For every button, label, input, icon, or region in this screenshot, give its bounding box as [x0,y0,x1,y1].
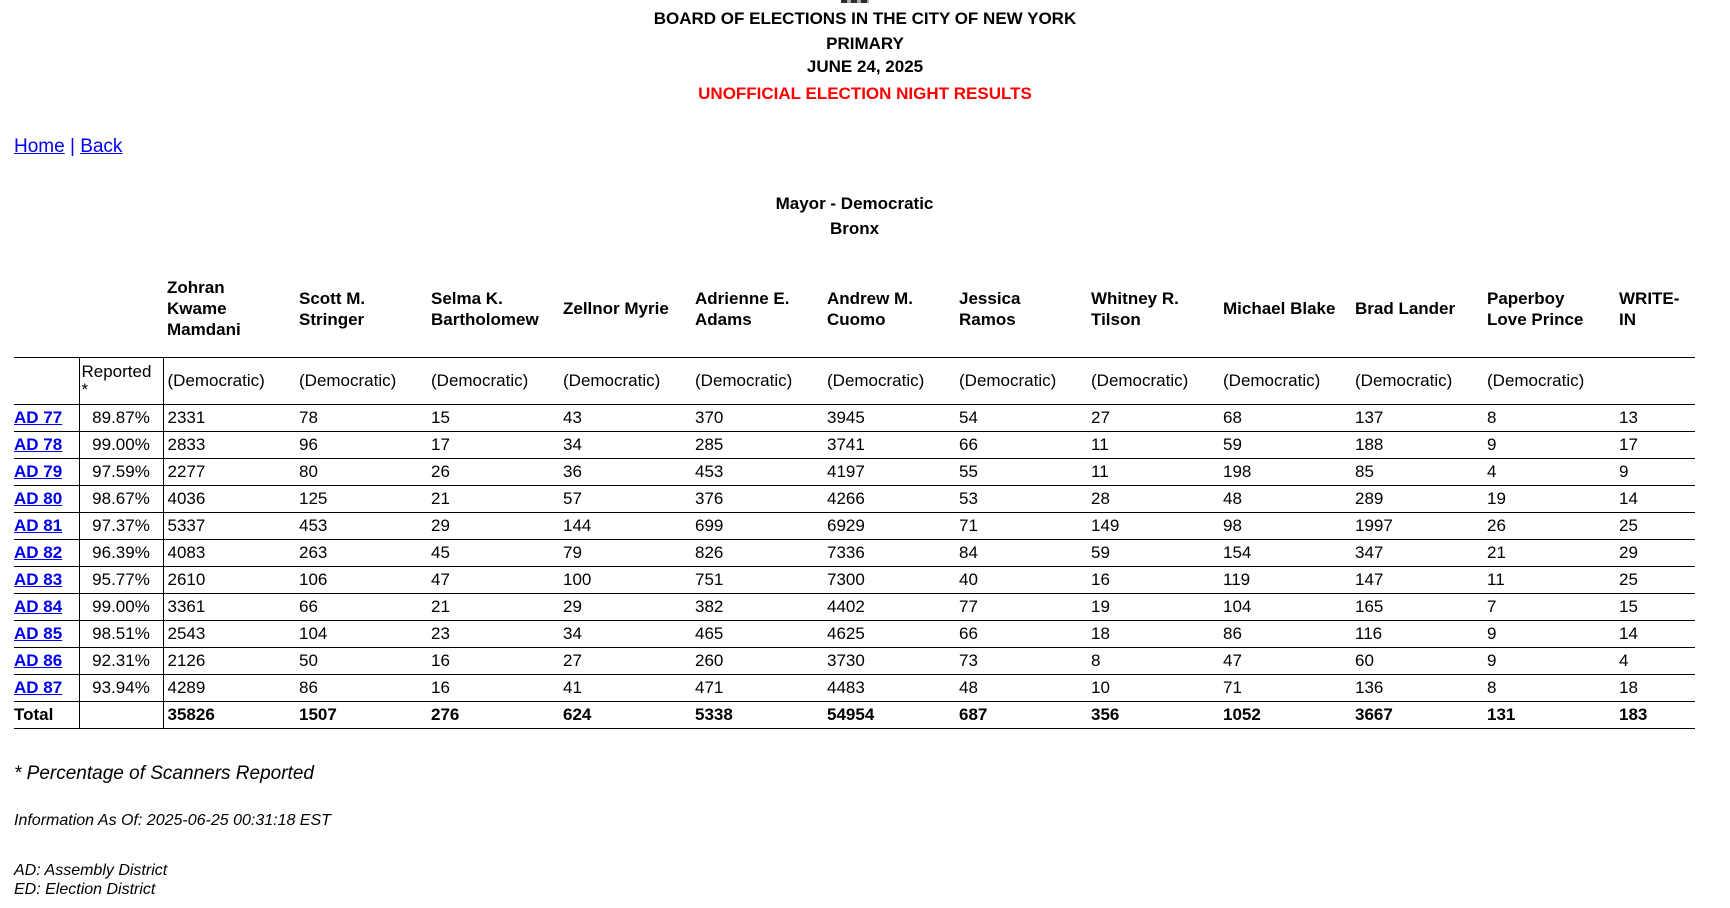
ad-cell [14,404,79,431]
page-header [0,0,1730,103]
vote-count: 5337 [163,512,295,539]
vote-count: 453 [295,512,427,539]
vote-count: 370 [691,404,823,431]
vote-count: 147 [1351,566,1483,593]
table-row [14,404,1695,431]
party-label: (Democratic) [823,357,955,404]
ad-link[interactable]: AD 84 [14,596,63,616]
vote-count: 16 [427,647,559,674]
district-legend [14,861,1730,899]
vote-count: 21 [427,593,559,620]
vote-count: 9 [1483,431,1615,458]
party-label: (Democratic) [295,357,427,404]
vote-count: 80 [295,458,427,485]
vote-count: 78 [295,404,427,431]
vote-count: 29 [427,512,559,539]
candidate-name: Jessica Ramos [955,261,1087,357]
vote-count: 47 [427,566,559,593]
vote-count: 4402 [823,593,955,620]
party-label-empty [1615,357,1695,404]
table-row [14,431,1695,458]
table-row [14,566,1695,593]
ad-cell [14,620,79,647]
total-vote-count: 1507 [295,701,427,728]
reported-percent: 99.00% [79,593,163,620]
ad-cell [14,485,79,512]
candidate-name: Adrienne E. Adams [691,261,823,357]
vote-count: 96 [295,431,427,458]
vote-count: 14 [1615,485,1695,512]
vote-count: 144 [559,512,691,539]
as-of-timestamp: Information As Of: 2025-06-25 00:31:18 EST [14,811,331,829]
reported-percent: 97.37% [79,512,163,539]
vote-count: 21 [427,485,559,512]
vote-count: 66 [955,620,1087,647]
ad-link[interactable]: AD 82 [14,542,63,562]
vote-count: 4483 [823,674,955,701]
vote-count: 84 [955,539,1087,566]
reported-footnote-mark: * [81,379,89,399]
candidate-name: Scott M. Stringer [295,261,427,357]
vote-count: 86 [1219,620,1351,647]
unofficial-notice: UNOFFICIAL ELECTION NIGHT RESULTS [698,84,1032,103]
reported-percent: 93.94% [79,674,163,701]
contest-race: Mayor - Democratic [775,194,934,213]
vote-count: 68 [1219,404,1351,431]
party-label: (Democratic) [1219,357,1351,404]
vote-count: 2833 [163,431,295,458]
vote-count: 79 [559,539,691,566]
reported-header-blank [79,261,163,357]
vote-count: 53 [955,485,1087,512]
party-label: (Democratic) [1087,357,1219,404]
party-label: (Democratic) [691,357,823,404]
candidate-name: Brad Lander [1351,261,1483,357]
total-vote-count: 5338 [691,701,823,728]
reported-percent: 98.67% [79,485,163,512]
contest-caption [14,191,1695,241]
reported-percent: 89.87% [79,404,163,431]
ad-link[interactable]: AD 85 [14,623,63,643]
vote-count: 47 [1219,647,1351,674]
vote-count: 15 [1615,593,1695,620]
party-label: (Democratic) [955,357,1087,404]
vote-count: 9 [1483,620,1615,647]
ad-cell [14,458,79,485]
vote-count: 3741 [823,431,955,458]
event-title: PRIMARY [826,34,904,53]
reported-percent: 99.00% [79,431,163,458]
ad-cell [14,647,79,674]
back-link[interactable]: Back [80,136,123,157]
scanners-footnote: * Percentage of Scanners Reported [14,762,314,784]
results-table-body [14,404,1695,728]
vote-count: 27 [1087,404,1219,431]
candidate-names-row [14,261,1695,357]
breadcrumb-nav [14,136,1730,158]
vote-count: 198 [1219,458,1351,485]
vote-count: 9 [1483,647,1615,674]
table-row [14,674,1695,701]
vote-count: 17 [427,431,559,458]
vote-count: 2126 [163,647,295,674]
vote-count: 699 [691,512,823,539]
org-title: BOARD OF ELECTIONS IN THE CITY OF NEW YORK [653,9,1077,28]
vote-count: 11 [1483,566,1615,593]
vote-count: 26 [1483,512,1615,539]
vote-count: 4289 [163,674,295,701]
reported-percent: 92.31% [79,647,163,674]
total-row [14,701,1695,728]
candidate-name: Andrew M. Cuomo [823,261,955,357]
vote-count: 465 [691,620,823,647]
vote-count: 98 [1219,512,1351,539]
table-row [14,647,1695,674]
vote-count: 9 [1615,458,1695,485]
vote-count: 2543 [163,620,295,647]
ed-legend: ED: Election District [14,880,156,898]
vote-count: 154 [1219,539,1351,566]
vote-count: 34 [559,431,691,458]
vote-count: 18 [1087,620,1219,647]
reported-percent: 97.59% [79,458,163,485]
vote-count: 4 [1483,458,1615,485]
party-label: (Democratic) [1351,357,1483,404]
reported-percent: 95.77% [79,566,163,593]
total-vote-count: 687 [955,701,1087,728]
vote-count: 826 [691,539,823,566]
vote-count: 55 [955,458,1087,485]
vote-count: 48 [1219,485,1351,512]
vote-count: 34 [559,620,691,647]
vote-count: 48 [955,674,1087,701]
vote-count: 66 [295,593,427,620]
total-vote-count: 1052 [1219,701,1351,728]
vote-count: 3361 [163,593,295,620]
nav-separator: | [69,136,75,157]
ad-header-blank [14,261,79,357]
results-table [14,261,1695,729]
total-vote-count: 131 [1483,701,1615,728]
reported-header [79,357,163,404]
home-link[interactable]: Home [14,136,65,157]
vote-count: 119 [1219,566,1351,593]
table-row [14,539,1695,566]
vote-count: 11 [1087,431,1219,458]
vote-count: 7336 [823,539,955,566]
vote-count: 36 [559,458,691,485]
vote-count: 4036 [163,485,295,512]
ad-link[interactable]: AD 77 [14,407,63,427]
vote-count: 4083 [163,539,295,566]
candidate-name: Whitney R. Tilson [1087,261,1219,357]
vote-count: 4266 [823,485,955,512]
ad-cell [14,539,79,566]
vote-count: 71 [955,512,1087,539]
vote-count: 43 [559,404,691,431]
vote-count: 19 [1087,593,1219,620]
vote-count: 15 [427,404,559,431]
total-vote-count: 3667 [1351,701,1483,728]
vote-count: 7 [1483,593,1615,620]
vote-count: 29 [559,593,691,620]
vote-count: 165 [1351,593,1483,620]
vote-count: 19 [1483,485,1615,512]
vote-count: 137 [1351,404,1483,431]
vote-count: 149 [1087,512,1219,539]
ad-cell [14,512,79,539]
table-row [14,593,1695,620]
vote-count: 116 [1351,620,1483,647]
candidate-name: Zellnor Myrie [559,261,691,357]
ad-link[interactable]: AD 80 [14,488,63,508]
ad-legend: AD: Assembly District [14,861,168,879]
reported-percent: 98.51% [79,620,163,647]
vote-count: 28 [1087,485,1219,512]
vote-count: 50 [295,647,427,674]
vote-count: 59 [1087,539,1219,566]
vote-count: 289 [1351,485,1483,512]
reported-label: Reported [81,361,152,381]
vote-count: 41 [559,674,691,701]
candidate-name: Selma K. Bartholomew [427,261,559,357]
vote-count: 14 [1615,620,1695,647]
vote-count: 59 [1219,431,1351,458]
vote-count: 11 [1087,458,1219,485]
total-reported-empty [79,701,163,728]
vote-count: 347 [1351,539,1483,566]
total-vote-count: 276 [427,701,559,728]
vote-count: 18 [1615,674,1695,701]
total-vote-count: 54954 [823,701,955,728]
reported-percent: 96.39% [79,539,163,566]
vote-count: 71 [1219,674,1351,701]
vote-count: 125 [295,485,427,512]
vote-count: 4 [1615,647,1695,674]
ad-cell [14,593,79,620]
vote-count: 6929 [823,512,955,539]
vote-count: 3945 [823,404,955,431]
vote-count: 4197 [823,458,955,485]
total-label: Total [14,701,79,728]
candidate-name: Zohran Kwame Mamdani [163,261,295,357]
total-vote-count: 624 [559,701,691,728]
vote-count: 104 [295,620,427,647]
vote-count: 100 [559,566,691,593]
vote-count: 1997 [1351,512,1483,539]
party-label: (Democratic) [163,357,295,404]
vote-count: 25 [1615,512,1695,539]
candidate-name: WRITE-IN [1615,261,1695,357]
vote-count: 86 [295,674,427,701]
vote-count: 21 [1483,539,1615,566]
vote-count: 2331 [163,404,295,431]
vote-count: 2277 [163,458,295,485]
vote-count: 453 [691,458,823,485]
party-label: (Democratic) [1483,357,1615,404]
vote-count: 10 [1087,674,1219,701]
ad-cell [14,674,79,701]
vote-count: 16 [427,674,559,701]
candidate-name: Paperboy Love Prince [1483,261,1615,357]
table-row [14,485,1695,512]
ad-subheader-blank [14,357,79,404]
vote-count: 60 [1351,647,1483,674]
vote-count: 25 [1615,566,1695,593]
ad-link[interactable]: AD 81 [14,515,63,535]
ad-link[interactable]: AD 83 [14,569,63,589]
ad-link[interactable]: AD 86 [14,650,63,670]
vote-count: 85 [1351,458,1483,485]
total-vote-count: 183 [1615,701,1695,728]
table-row [14,512,1695,539]
table-row [14,458,1695,485]
vote-count: 26 [427,458,559,485]
vote-count: 17 [1615,431,1695,458]
vote-count: 45 [427,539,559,566]
vote-count: 40 [955,566,1087,593]
vote-count: 2610 [163,566,295,593]
vote-count: 54 [955,404,1087,431]
event-date: JUNE 24, 2025 [806,57,924,76]
ad-cell [14,431,79,458]
vote-count: 104 [1219,593,1351,620]
vote-count: 3730 [823,647,955,674]
ad-cell [14,566,79,593]
vote-count: 136 [1351,674,1483,701]
vote-count: 260 [691,647,823,674]
party-label: (Democratic) [559,357,691,404]
vote-count: 8 [1087,647,1219,674]
candidate-name: Michael Blake [1219,261,1351,357]
vote-count: 376 [691,485,823,512]
vote-count: 4625 [823,620,955,647]
vote-count: 7300 [823,566,955,593]
vote-count: 106 [295,566,427,593]
clipped-page-fragment [841,0,869,3]
vote-count: 751 [691,566,823,593]
party-label: (Democratic) [427,357,559,404]
vote-count: 23 [427,620,559,647]
vote-count: 188 [1351,431,1483,458]
vote-count: 27 [559,647,691,674]
party-row [14,357,1695,404]
total-vote-count: 35826 [163,701,295,728]
vote-count: 471 [691,674,823,701]
vote-count: 57 [559,485,691,512]
total-vote-count: 356 [1087,701,1219,728]
vote-count: 29 [1615,539,1695,566]
vote-count: 263 [295,539,427,566]
vote-count: 66 [955,431,1087,458]
vote-count: 8 [1483,404,1615,431]
vote-count: 73 [955,647,1087,674]
vote-count: 382 [691,593,823,620]
contest-borough: Bronx [829,219,880,238]
vote-count: 8 [1483,674,1615,701]
table-row [14,620,1695,647]
ad-link[interactable]: AD 78 [14,434,63,454]
vote-count: 285 [691,431,823,458]
vote-count: 16 [1087,566,1219,593]
ad-link[interactable]: AD 87 [14,677,63,697]
vote-count: 13 [1615,404,1695,431]
ad-link[interactable]: AD 79 [14,461,63,481]
vote-count: 77 [955,593,1087,620]
